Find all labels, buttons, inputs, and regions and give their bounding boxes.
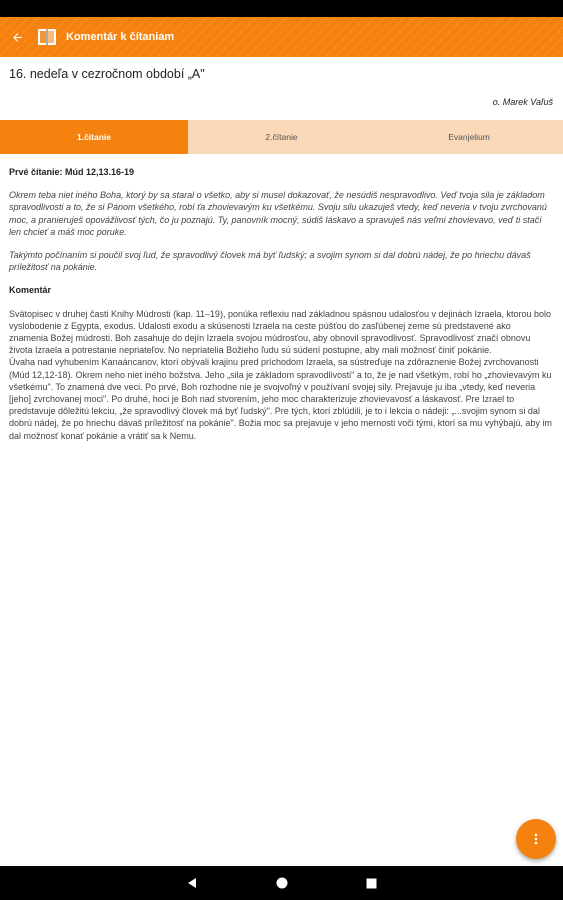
- comment-paragraph: Svätopisec v druhej časti Knihy Múdrosti (kap. 11–19), ponúka reflexiu nad základnou spásnou udalosťou v dejinách Izraela, ktorou bolo vyslobodenie z Egypta, exodus. Udalosti exodu a skúsenosti Izraela na ceste púšťou do zasľúbenej zeme sú predstavené ako znamenia Božej múdrosti. Boh zasahuje do dejín Izraela svojou múdrosťou, aby obnovil spravodlivosť. Spravodlivosť značí obnovu života Izraela a potrestanie nepriateľov. No nepriatelia Božieho ľudu sú súdení postupne, aby mali možnosť činiť pokánie.: [9, 308, 552, 356]
- reading-title: Prvé čítanie: Múd 12,13.16-19: [9, 167, 135, 177]
- author-name: o. Marek Vaľuš: [492, 97, 553, 107]
- comment-heading: Komentár: [9, 285, 52, 296]
- nav-home-button[interactable]: [237, 866, 327, 900]
- book-icon: [36, 26, 58, 48]
- reading-text-paragraph: Okrem teba niet iného Boha, ktorý by sa staral o všetko, aby si musel dokazovať, že nesúdiš nespravodlivo. Veď tvoja sila je základom spravodlivosti a to, že si Pánom všetkého, robí ťa zhovievavým ku všetkému. Svoju silu ukazuješ vtedy, keď neveria v tvoju zvrchovanú moc, a pranieruješ opovážlivosť tých, čo ju poznajú. Ty, panovník mocný, súdiš láskavo a spravuješ nás veľmi zhovievavo, veď ti stačí len chcieť a máš moc poruke.: [9, 190, 547, 237]
- app-title: Komentár k čítaniam: [66, 31, 175, 43]
- nav-recents-icon: [366, 878, 377, 889]
- page-title: 16. nedeľa v cezročnom období „A": [9, 67, 205, 81]
- back-button[interactable]: [0, 17, 34, 57]
- header: [0, 57, 563, 120]
- reading-tabs: [0, 120, 563, 154]
- more-options-button[interactable]: [516, 819, 556, 859]
- tab-second-reading[interactable]: 2.čítanie: [188, 120, 375, 154]
- app-bar: [0, 17, 563, 57]
- reading-text-paragraph: Takýmto počínaním si poučil svoj ľud, že spravodlivý človek má byť ľudský; a svojim synom si dal dobrú nádej, že po hriechu dávaš príležitosť na pokánie.: [9, 250, 531, 273]
- tab-gospel[interactable]: Evanjelium: [375, 120, 563, 154]
- reading-content: [9, 166, 552, 442]
- nav-back-button[interactable]: [147, 866, 237, 900]
- navigation-bar: [0, 866, 563, 900]
- nav-home-icon: [276, 877, 288, 889]
- nav-recents-button[interactable]: [327, 866, 417, 900]
- more-vertical-icon: [529, 832, 543, 846]
- comment-paragraph: Úvaha nad vyhubením Kanaáncanov, ktorí obývali krajinu pred príchodom Izraela, sa sústreďuje na zdôraznenie Božej zvrchovanosti (Múd 12,12-18). Okrem neho niet iného božstva. Jeho „sila je základom spravodlivosti" a to, že je nad všetkým, robí ho „zhovievavým ku všetkému". To znamená dve veci. Po prvé, Boh rozhodne nie je svojvoľný v používaní svojej sily. Prejavuje ju iba „vtedy, keď neveria [jeho] zvrchovanej moci". Po druhé, hoci je Boh nad stvorením, jeho moc charakterizuje zhovievavosť a láskavosť. Pre Izrael to predstavuje dôležitú lekciu, „že spravodlivý človek má byť ľudský". Pre tých, ktorí zblúdili, je to i lekcia o nádeji: „...svojim synom si dal dobrú nádej, že po hriechu dávaš príležitosť na pokánie". Božia moc sa prejavuje v jeho mernosti voči tými, ktorí sa mu vyhýbajú, aby im dal možnosť konať pokánie a vrátiť sa k Nemu.: [9, 357, 552, 441]
- nav-back-icon: [186, 877, 198, 889]
- tab-first-reading[interactable]: 1.čítanie: [0, 120, 188, 154]
- arrow-left-icon: [11, 31, 24, 44]
- status-bar: [0, 0, 563, 17]
